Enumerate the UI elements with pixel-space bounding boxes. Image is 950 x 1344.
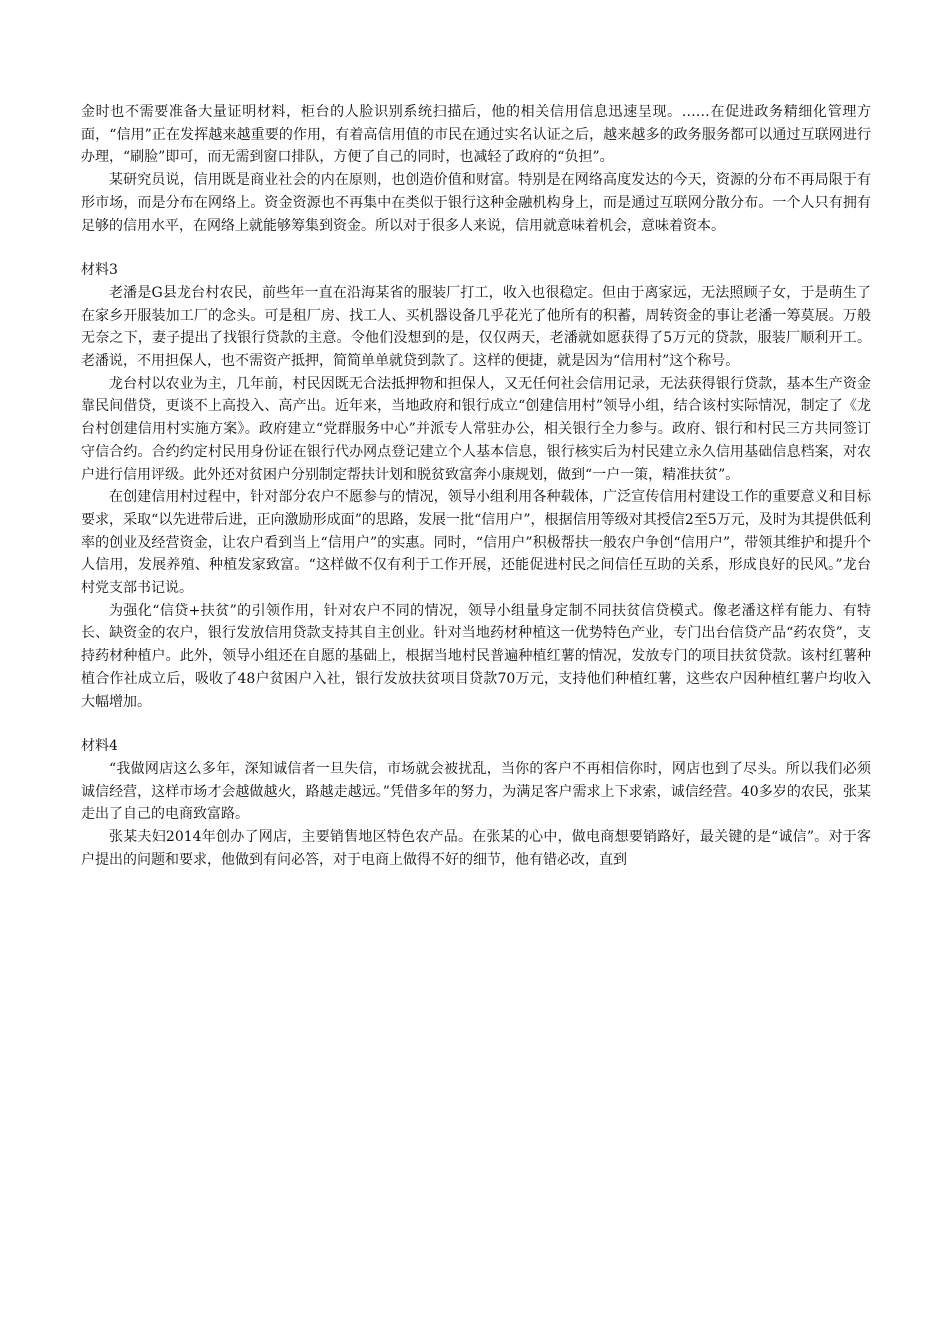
intro-paragraph-1: 金时也不需要准备大量证明材料，柜台的人脸识别系统扫描后，他的相关信用信息迅速呈现。……在促进政务精细化管理方面，“信用”正在发挥越来越重要的作用，有着高信用值的市民在通过实名认证之后，越来越多的政务服务都可以通过互联网进行办理，“刷脸”即可，而无需到窗口排队，方便了自己的同时，也减轻了政府的“负担”。: [81, 104, 871, 166]
material3-paragraph-1: 老潘是G县龙台村农民，前些年一直在沿海某省的服装厂打工，收入也很稳定。但由于离家远，无法照顾子女，于是萌生了在家乡开服装加工厂的念头。可是租厂房、找工人、买机器设备几乎花光了他所有的积蓄，周转资金的事让老潘一筹莫展。万般无奈之下，妻子提出了找银行贷款的主意。令他们没想到的是，仅仅两天，老潘就如愿获得了5万元的贷款，服装厂顺利开工。老潘说，不用担保人，也不需资产抵押，简简单单就贷到款了。这样的便捷，就是因为“信用村”这个称号。: [81, 284, 871, 370]
material3-paragraph-4: 为强化“信贷+扶贫”的引领作用，针对农户不同的情况，领导小组量身定制不同扶贫信贷模式。像老潘这样有能力、有特长、缺资金的农户，银行发放信用贷款支持其自主创业。针对当地药材种植这一优势特色产业，专门出台信贷产品“药农贷”，支持药材种植户。此外，领导小组还在自愿的基础上，根据当地村民普遍种植红薯的情况，发放专门的项目扶贫贷款。该村红薯种植合作社成立后，吸收了48户贫困户入社，银行发放扶贫项目贷款70万元，支持他们种植红薯，这些农户因种植红薯户均收入大幅增加。: [81, 602, 871, 710]
material3-paragraph-3: 在创建信用村过程中，针对部分农户不愿参与的情况，领导小组利用各种载体，广泛宣传信用村建设工作的重要意义和目标要求，采取“以先进带后进，正向激励形成面”的思路，发展一批“信用户”，根据信用等级对其授信2至5万元，及时为其提供低利率的创业及经营资金，让农户看到当上“信用户”的实惠。同时，“信用户”积极帮扶一般农户争创“信用户”，带领其维护和提升个人信用，发展养殖、种植发家致富。“这样做不仅有利于工作开展，还能促进村民之间信任互助的关系，形成良好的民风。”龙台村党支部书记说。: [81, 489, 871, 597]
material3-paragraph-2: 龙台村以农业为主，几年前，村民因既无合法抵押物和担保人，又无任何社会信用记录，无法获得银行贷款，基本生产资金靠民间借贷，更谈不上高投入、高产出。近年来，当地政府和银行成立“创建信用村”领导小组，结合该村实际情况，制定了《龙台村创建信用村实施方案》。政府建立“党群服务中心”并派专人常驻办公，相关银行全力参与。政府、银行和村民三方共同签订守信合约。合约约定村民用身份证在银行代办网点登记建立个人基本信息，银行核实后为村民建立永久信用基础信息档案，对农户进行信用评级。此外还对贫困户分别制定帮扶计划和脱贫致富奔小康规划，做到“一户一策，精准扶贫”。: [81, 375, 871, 483]
material4-heading: 材料4: [81, 738, 118, 755]
material3-heading: 材料3: [81, 262, 118, 279]
document-page: [81, 101, 871, 872]
material4-paragraph-2: 张某夫妇2014年创办了网店，主要销售地区特色农产品。在张某的心中，做电商想要销路好，最关键的是“诚信”。对于客户提出的问题和要求，他做到有问必答，对于电商上做得不好的细节，他有错必改，直到: [81, 829, 871, 868]
intro-paragraph-2: 某研究员说，信用既是商业社会的内在原则，也创造价值和财富。特别是在网络高度发达的今天，资源的分布不再局限于有形市场，而是分布在网络上。资金资源也不再集中在类似于银行这种金融机构身上，而是通过互联网分散分布。一个人只有拥有足够的信用水平，在网络上就能够筹集到资金。所以对于很多人来说，信用就意味着机会，意味着资本。: [81, 172, 871, 234]
material4-paragraph-1: “我做网店这么多年，深知诚信者一旦失信，市场就会被扰乱，当你的客户不再相信你时，网店也到了尽头。所以我们必须诚信经营，这样市场才会越做越火，路越走越远。”凭借多年的努力，为满足客户需求上下求索，诚信经营。40多岁的农民，张某走出了自己的电商致富路。: [81, 760, 871, 823]
